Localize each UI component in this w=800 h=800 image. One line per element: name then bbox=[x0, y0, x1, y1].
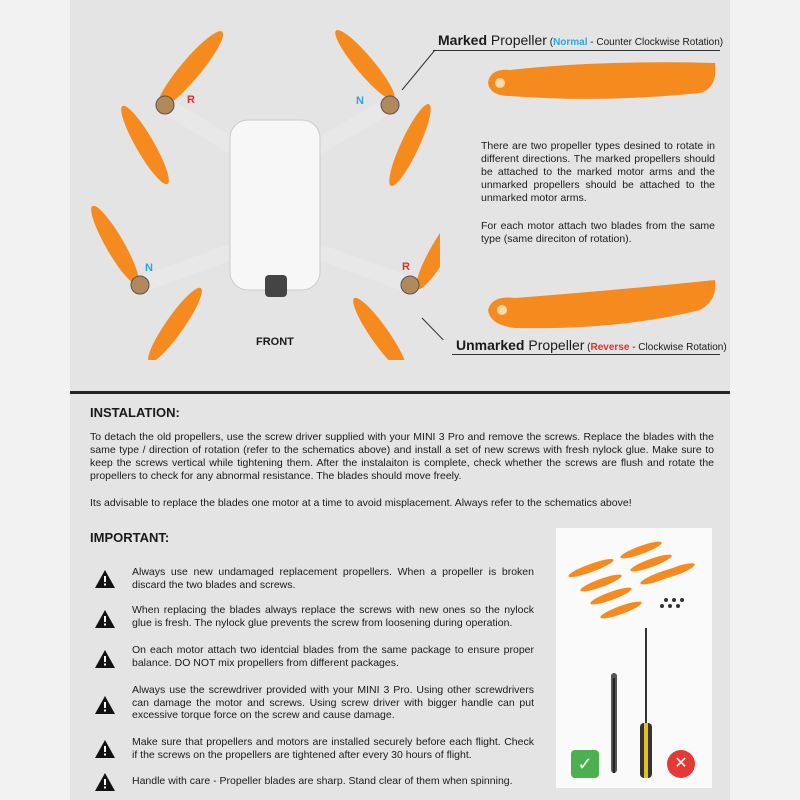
section-divider bbox=[70, 391, 730, 394]
marker-r-front: R bbox=[187, 94, 195, 106]
warning-icon bbox=[95, 696, 115, 714]
marked-propeller-title: Marked Propeller (Normal - Counter Clockwise Rotation) bbox=[438, 32, 724, 48]
warning-icon bbox=[95, 610, 115, 628]
important-item: Handle with care - Propeller blades are sharp. Stand clear of them when spinning. bbox=[132, 775, 513, 787]
marker-r-rear: R bbox=[402, 261, 410, 273]
marker-n-front: N bbox=[356, 95, 364, 107]
check-icon: ✓ bbox=[571, 750, 599, 778]
important-item: Make sure that propellers and motors are installed securely before each flight. Check if the screws on the propellers are tightened after every 30 hours of flight. bbox=[132, 736, 534, 761]
warning-icon bbox=[95, 650, 115, 668]
important-item: On each motor attach two identcial blades from the same package to ensure proper balance. DO NOT mix propellers from different packages. bbox=[132, 644, 534, 669]
cross-icon: ✕ bbox=[667, 750, 695, 778]
warning-icon bbox=[95, 773, 115, 791]
marker-n-rear: N bbox=[145, 262, 153, 274]
product-contents-image bbox=[556, 528, 712, 788]
unmarked-propeller-image bbox=[420, 270, 720, 340]
front-label: FRONT bbox=[256, 336, 294, 348]
marked-propeller-image bbox=[400, 48, 720, 108]
important-heading: IMPORTANT: bbox=[90, 530, 170, 545]
propeller-description: There are two propeller types desined to rotate in different directions. The marked propellers should be attached to the marked motor arms and the unmarked propellers should be attached to the unmarked motor arms. bbox=[481, 140, 715, 204]
warning-icon bbox=[95, 740, 115, 758]
unmarked-propeller-title: Unmarked Propeller (Reverse - Clockwise Rotation) bbox=[456, 337, 727, 353]
drone-illustration bbox=[80, 20, 440, 360]
propeller-description-2: For each motor attach two blades from the same type (same direciton of rotation). bbox=[481, 220, 715, 245]
unmarked-underline bbox=[452, 354, 720, 355]
installation-heading: INSTALATION: bbox=[90, 405, 180, 420]
installation-paragraph: To detach the old propellers, use the screw driver supplied with your MINI 3 Pro and remove the screws. Replace the blades with the same type / direction of rotation (refer to the schematics above) and install a set of new screws with fresh nylock glue. Make sure to keep the screws vertical while tightening them. After the instalaiton is complete, check whether the screws are flush and rotate the propellers to check for any abnormal resistance. The blades should move freely. bbox=[90, 431, 714, 482]
warning-icon bbox=[95, 570, 115, 588]
important-item: Always use the screwdriver provided with your MINI 3 Pro. Using other screwdrivers can damage the motor and screws. Using screw driver with bigger handle can put excessive torque force on the screw and cause damage. bbox=[132, 684, 534, 721]
important-item: Always use new undamaged replacement propellers. When a propeller is broken discard the two blades and screws. bbox=[132, 566, 534, 591]
installation-tip: Its advisable to replace the blades one motor at a time to avoid misplacement. Always refer to the schematics above! bbox=[90, 497, 632, 509]
important-item: When replacing the blades always replace the screws with new ones so the nylock glue is fresh. The nylock glue prevents the screw from loosening during operation. bbox=[132, 604, 534, 629]
